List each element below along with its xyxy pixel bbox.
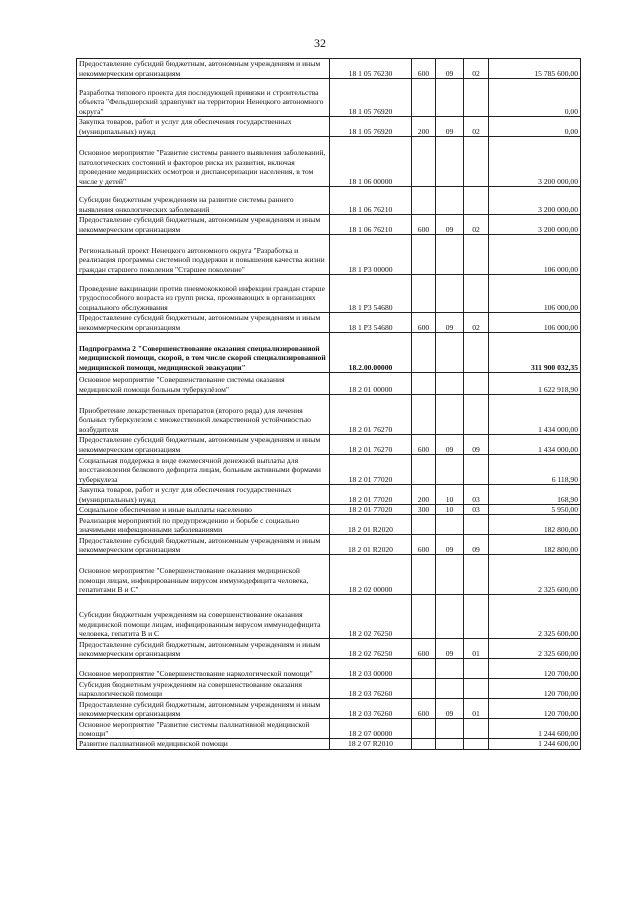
table-row [77,485,581,505]
row-section-cell [436,373,464,395]
row-expense-type-cell [412,679,436,699]
row-sum-cell: 182 800,00 [489,515,581,535]
page-number: 32 [314,36,326,50]
row-code-cell: 18 1 P3 54680 [330,275,412,313]
row-sum-cell: 5 950,00 [489,505,581,515]
row-section-cell [436,555,464,595]
row-subsection-cell [464,137,489,187]
row-section-cell: 09 [436,699,464,719]
row-section-cell: 09 [436,435,464,455]
row-subsection-cell [464,455,489,485]
table-row [77,739,581,749]
table-row [77,555,581,595]
row-expense-type-cell [412,515,436,535]
row-name-cell: Предоставление субсидий бюджетным, автономным учреждениям и иным некоммерческим организациям [77,215,330,235]
row-section-cell: 09 [436,535,464,555]
table-row [77,679,581,699]
row-expense-type-cell [412,333,436,373]
row-name-cell: Предоставление субсидий бюджетным, автономным учреждениям и иным некоммерческим организациям [77,435,330,455]
table-row [77,333,581,373]
row-section-cell [436,515,464,535]
row-section-cell [436,137,464,187]
row-code-cell: 18 2 02 76250 [330,595,412,639]
row-expense-type-cell [412,719,436,739]
row-subsection-cell [464,275,489,313]
row-subsection-cell [464,79,489,117]
row-subsection-cell [464,187,489,215]
row-code-cell: 18 2 01 R2020 [330,515,412,535]
row-subsection-cell: 09 [464,535,489,555]
row-section-cell [436,659,464,679]
row-subsection-cell [464,235,489,275]
row-name-cell: Основное мероприятие "Совершенствование системы оказания медицинской помощи больным туберкулёзом" [77,373,330,395]
row-code-cell: 18 2 01 76270 [330,395,412,435]
row-expense-type-cell [412,659,436,679]
table-row [77,215,581,235]
row-name-cell: Закупка товаров, работ и услуг для обеспечения государственных (муниципальных) нужд [77,485,330,505]
table-row [77,373,581,395]
row-subsection-cell: 02 [464,59,489,79]
row-subsection-cell [464,739,489,749]
row-subsection-cell: 01 [464,639,489,659]
table-row [77,59,581,79]
row-subsection-cell: 02 [464,215,489,235]
table-row [77,187,581,215]
row-subsection-cell [464,679,489,699]
table-row [77,595,581,639]
row-sum-cell: 311 900 032,35 [489,333,581,373]
row-code-cell: 18 1 P3 54680 [330,313,412,333]
table-row [77,117,581,137]
row-section-cell: 10 [436,505,464,515]
row-expense-type-cell: 600 [412,435,436,455]
row-section-cell [436,679,464,699]
row-section-cell [436,235,464,275]
row-code-cell: 18 2 01 00000 [330,373,412,395]
row-expense-type-cell: 600 [412,639,436,659]
table-row [77,515,581,535]
row-name-cell: Социальное обеспечение и иные выплаты населению [77,505,330,515]
row-sum-cell: 1 434 000,00 [489,435,581,455]
row-code-cell: 18 1 06 00000 [330,137,412,187]
table-row [77,79,581,117]
row-name-cell: Проведение вакцинации против пневмококковой инфекции граждан старше трудоспособного возраста из групп риска, проживающих в организациях социального обслуживания [77,275,330,313]
row-expense-type-cell: 200 [412,485,436,505]
row-sum-cell: 3 200 000,00 [489,137,581,187]
row-code-cell: 18 1 06 76210 [330,187,412,215]
row-sum-cell: 2 325 600,00 [489,639,581,659]
table-row [77,455,581,485]
row-expense-type-cell [412,235,436,275]
row-name-cell: Субсидия бюджетным учреждениям на совершенствование оказания наркологической помощи [77,679,330,699]
row-sum-cell: 15 785 600,00 [489,59,581,79]
row-expense-type-cell: 600 [412,215,436,235]
table-row [77,137,581,187]
row-section-cell: 09 [436,117,464,137]
row-expense-type-cell [412,739,436,749]
row-name-cell: Предоставление субсидий бюджетным, автономным учреждениям и иным некоммерческим организациям [77,639,330,659]
row-section-cell [436,79,464,117]
row-expense-type-cell: 600 [412,313,436,333]
row-section-cell [436,595,464,639]
row-name-cell: Основное мероприятие "Развитие системы раннего выявления заболеваний, патологических состояний и факторов риска их развития, включая проведение медицинских осмотров и диспансеризации населения, в том числе у детей" [77,137,330,187]
row-subsection-cell [464,395,489,435]
row-subsection-cell [464,719,489,739]
row-expense-type-cell: 200 [412,117,436,137]
table-row [77,719,581,739]
row-name-cell: Предоставление субсидий бюджетным, автономным учреждениям и иным некоммерческим организациям [77,535,330,555]
row-section-cell [436,187,464,215]
row-name-cell: Подпрограмма 2 "Совершенствование оказания специализированной медицинской помощи, скорой, в том числе скорой специализированной медицинской помощи, медицинской эвакуации" [77,333,330,373]
row-code-cell: 18 1 05 76230 [330,59,412,79]
row-expense-type-cell [412,373,436,395]
row-expense-type-cell [412,187,436,215]
row-code-cell: 18 2 03 76260 [330,699,412,719]
table-row [77,235,581,275]
row-sum-cell: 3 200 000,00 [489,187,581,215]
row-subsection-cell [464,373,489,395]
table-row [77,535,581,555]
row-subsection-cell: 03 [464,505,489,515]
row-code-cell: 18 2 07 00000 [330,719,412,739]
row-section-cell [436,275,464,313]
row-name-cell: Реализация мероприятий по предупреждению и борьбе с социально значимыми инфекционными заболеваниями [77,515,330,535]
row-code-cell: 18 2 07 R2010 [330,739,412,749]
table-row [77,395,581,435]
row-section-cell [436,333,464,373]
row-subsection-cell: 09 [464,435,489,455]
row-sum-cell: 106 000,00 [489,313,581,333]
row-code-cell: 18 1 05 76920 [330,79,412,117]
row-name-cell: Приобретение лекарственных препаратов (второго ряда) для лечения больных туберкулезом с множественной лекарственной устойчивостью возбудителя [77,395,330,435]
row-sum-cell: 0,00 [489,79,581,117]
row-code-cell: 18 2 03 00000 [330,659,412,679]
row-section-cell [436,739,464,749]
row-name-cell: Социальная поддержка в виде ежемесячной денежной выплаты для восстановления белкового дефицита лицам, больным активными формами туберкулеза [77,455,330,485]
table-row [77,313,581,333]
row-name-cell: Предоставление субсидий бюджетным, автономным учреждениям и иным некоммерческим организациям [77,699,330,719]
row-code-cell: 18 1 05 76920 [330,117,412,137]
row-sum-cell: 106 000,00 [489,275,581,313]
row-subsection-cell: 02 [464,313,489,333]
row-section-cell: 09 [436,59,464,79]
row-section-cell [436,395,464,435]
row-sum-cell: 1 244 600,00 [489,719,581,739]
table-row [77,505,581,515]
row-sum-cell: 182 800,00 [489,535,581,555]
row-code-cell: 18 2 01 77020 [330,505,412,515]
row-expense-type-cell: 600 [412,699,436,719]
row-code-cell: 18 2 01 77020 [330,485,412,505]
row-sum-cell: 120 700,00 [489,679,581,699]
row-sum-cell: 1 244 600,00 [489,739,581,749]
row-subsection-cell: 01 [464,699,489,719]
row-code-cell: 18 2 01 77020 [330,455,412,485]
row-expense-type-cell [412,455,436,485]
row-name-cell: Основное мероприятие "Совершенствование оказания медицинской помощи лицам, инфицированным вирусом иммунодефицита человека, гепатитами В и С" [77,555,330,595]
row-name-cell: Развитие паллиативной медицинской помощи [77,739,330,749]
row-expense-type-cell [412,137,436,187]
row-section-cell: 09 [436,639,464,659]
row-name-cell: Региональный проект Ненецкого автономного округа "Разработка и реализация программы системной поддержки и повышения качества жизни граждан старшего поколения "Старшее поколение" [77,235,330,275]
budget-table [76,58,581,750]
row-expense-type-cell [412,79,436,117]
row-subsection-cell [464,595,489,639]
table-row [77,435,581,455]
row-code-cell: 18 2 03 76260 [330,679,412,699]
table-row [77,659,581,679]
row-code-cell: 18 1 06 76210 [330,215,412,235]
row-section-cell [436,455,464,485]
row-expense-type-cell [412,395,436,435]
row-section-cell [436,719,464,739]
row-subsection-cell [464,515,489,535]
row-sum-cell: 0,00 [489,117,581,137]
row-sum-cell: 1 622 918,90 [489,373,581,395]
row-name-cell: Предоставление субсидий бюджетным, автономным учреждениям и иным некоммерческим организациям [77,313,330,333]
row-sum-cell: 1 434 000,00 [489,395,581,435]
row-subsection-cell [464,333,489,373]
row-code-cell: 18 2 01 R2020 [330,535,412,555]
row-sum-cell: 2 325 600,00 [489,595,581,639]
row-section-cell: 10 [436,485,464,505]
row-expense-type-cell: 600 [412,535,436,555]
row-code-cell: 18 1 P3 00000 [330,235,412,275]
row-subsection-cell [464,555,489,595]
table-row [77,275,581,313]
row-expense-type-cell [412,275,436,313]
row-sum-cell: 106 000,00 [489,235,581,275]
row-subsection-cell: 03 [464,485,489,505]
row-subsection-cell [464,659,489,679]
row-code-cell: 18 2 01 76270 [330,435,412,455]
row-expense-type-cell: 300 [412,505,436,515]
table-row [77,639,581,659]
row-code-cell: 18.2.00.00000 [330,333,412,373]
row-expense-type-cell: 600 [412,59,436,79]
row-name-cell: Основное мероприятие "Развитие системы паллиативной медицинской помощи" [77,719,330,739]
row-sum-cell: 120 700,00 [489,699,581,719]
row-sum-cell: 120 700,00 [489,659,581,679]
row-subsection-cell: 02 [464,117,489,137]
row-code-cell: 18 2 02 00000 [330,555,412,595]
row-name-cell: Предоставление субсидий бюджетным, автономным учреждениям и иным некоммерческим организациям [77,59,330,79]
row-sum-cell: 2 325 600,00 [489,555,581,595]
row-sum-cell: 3 200 000,00 [489,215,581,235]
row-name-cell: Субсидии бюджетным учреждениям на совершенствование оказания медицинской помощи лицам, инфицированным вирусом иммунодефицита человека, гепатита В и С [77,595,330,639]
row-expense-type-cell [412,555,436,595]
row-name-cell: Закупка товаров, работ и услуг для обеспечения государственных (муниципальных) нужд [77,117,330,137]
row-sum-cell: 168,90 [489,485,581,505]
budget-table-body [77,59,581,750]
row-expense-type-cell [412,595,436,639]
row-name-cell: Разработка типового проекта для последующей привязки и строительства объекта "Фельдшерский здравпункт на территории Ненецкого автономного округа" [77,79,330,117]
table-row [77,699,581,719]
row-name-cell: Субсидии бюджетным учреждениям на развитие системы раннего выявления онкологических заболеваний [77,187,330,215]
row-section-cell: 09 [436,313,464,333]
row-name-cell: Основное мероприятие "Совершенствование наркологической помощи" [77,659,330,679]
row-section-cell: 09 [436,215,464,235]
row-sum-cell: 6 118,90 [489,455,581,485]
row-code-cell: 18 2 02 76250 [330,639,412,659]
